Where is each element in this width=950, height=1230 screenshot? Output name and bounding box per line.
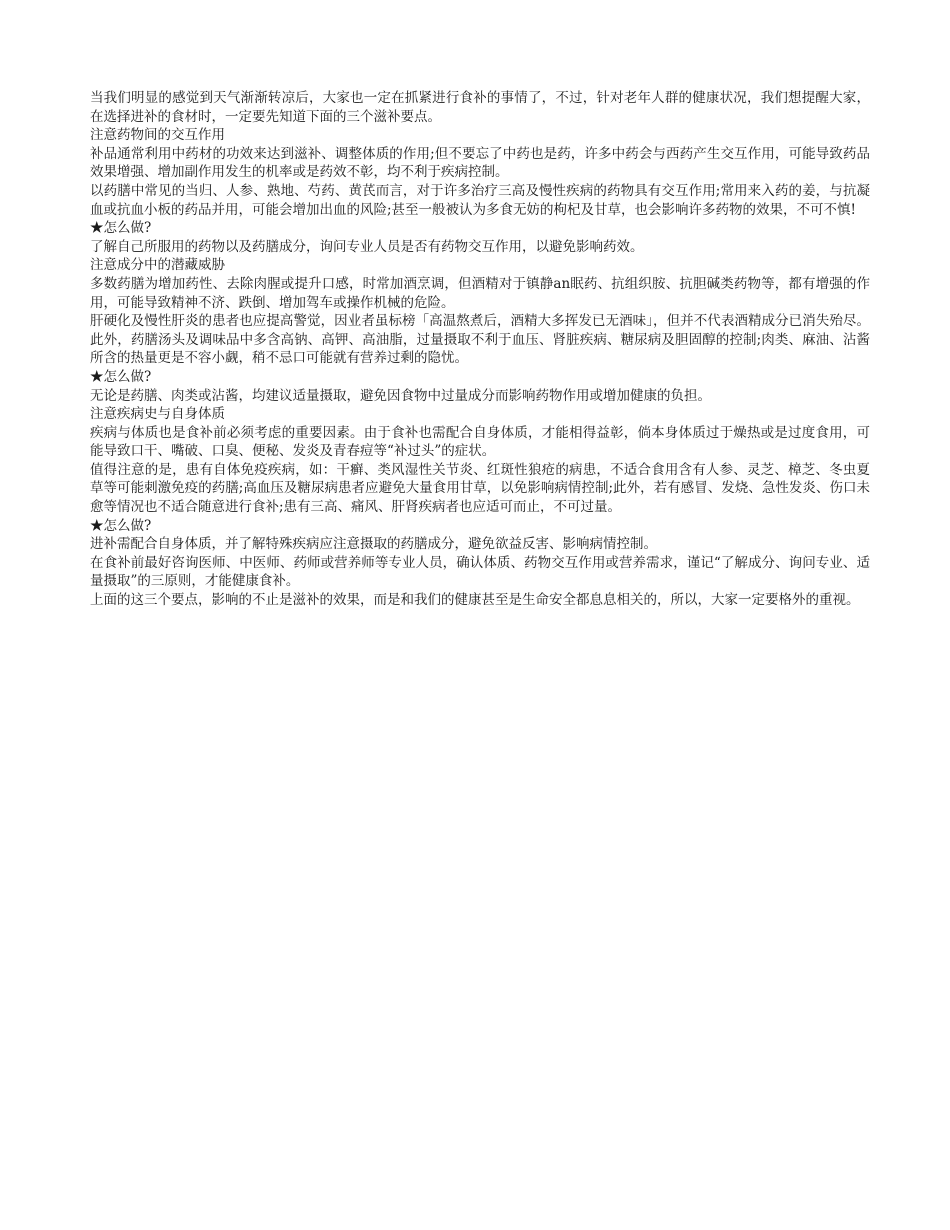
intro-paragraph: 当我们明显的感觉到天气渐渐转凉后，大家也一定在抓紧进行食补的事情了，不过，针对老年人群的健康状况，我们想提醒大家，在选择进补的食材时，一定要先知道下面的三个滋补要点。	[90, 90, 870, 125]
how-to-heading: ★怎么做?	[90, 220, 152, 237]
paragraph: 进补需配合自身体质，并了解特殊疾病应注意摄取的药膳成分，避免欲益反害、影响病情控制。	[90, 536, 657, 553]
paragraph: 以药膳中常见的当归、人参、熟地、芍药、黄芪而言，对于许多治疗三高及慢性疾病的药物具有交互作用;常用来入药的姜，与抗凝血或抗血小板的药品并用，可能会增加出血的风险;甚至一般被认为多食无妨的枸杞及甘草，也会影响许多药物的效果，不可不慎!	[90, 182, 870, 218]
article-body	[90, 89, 870, 610]
how-to-heading: ★怎么做?	[90, 517, 152, 534]
paragraph: 疾病与体质也是食补前必须考虑的重要因素。由于食补也需配合自身体质，才能相得益彰，倘本身体质过于燥热或是过度食用，可能导致口干、嘴破、口臭、便秘、发炎及青春痘等“补过头”的症状。	[90, 424, 870, 460]
section-heading-hidden-threats: 注意成分中的潜藏威胁	[90, 257, 225, 274]
paragraph: 无论是药膳、肉类或沾酱，均建议适量摄取，避免因食物中过量成分而影响药物作用或增加健康的负担。	[90, 387, 711, 404]
paragraph: 多数药膳为增加药性、去除肉腥或提升口感，时常加酒烹调，但酒精对于镇静an眠药、抗组织胺、抗胆碱类药物等，都有增强的作用，可能导致精神不济、跌倒、增加驾车或操作机械的危险。	[90, 275, 870, 311]
paragraph: 肝硬化及慢性肝炎的患者也应提高警觉，因业者虽标榜「高温熬煮后，酒精大多挥发已无酒味」，但并不代表酒精成分已消失殆尽。此外，药膳汤头及调味品中多含高钠、高钾、高油脂，过量摄取不利于血压、肾脏疾病、糖尿病及胆固醇的控制;肉类、麻油、沾酱所含的热量更是不容小觑，稍不忌口可能就有营养过剩的隐忧。	[90, 313, 870, 367]
section-heading-drug-interaction: 注意药物间的交互作用	[90, 127, 225, 144]
section-heading-medical-history: 注意疾病史与自身体质	[90, 406, 225, 423]
how-to-heading: ★怎么做?	[90, 368, 152, 385]
paragraph: 了解自己所服用的药物以及药膳成分，询问专业人员是否有药物交互作用，以避免影响药效。	[90, 238, 644, 255]
paragraph: 补品通常利用中药材的功效来达到滋补、调整体质的作用;但不要忘了中药也是药，许多中药会与西药产生交互作用，可能导致药品效果增强、增加副作用发生的机率或是药效不彰，均不利于疾病控制。	[90, 145, 870, 181]
paragraph: 值得注意的是，患有自体免疫疾病，如：干癣、类风湿性关节炎、红斑性狼疮的病患，不适合食用含有人参、灵芝、樟芝、冬虫夏草等可能刺激免疫的药膳;高血压及糖尿病患者应避免大量食用甘草，以免影响病情控制;此外，若有感冒、发烧、急性发炎、伤口未愈等情况也不适合随意进行食补;患有三高、痛风、肝肾疾病者也应适可而止，不可过量。	[90, 461, 870, 516]
closing-paragraph: 上面的这三个要点，影响的不止是滋补的效果，而是和我们的健康甚至是生命安全都息息相关的，所以，大家一定要格外的重视。	[90, 592, 860, 609]
paragraph: 在食补前最好咨询医师、中医师、药师或营养师等专业人员，确认体质、药物交互作用或营养需求，谨记“了解成分、询问专业、适量摄取”的三原则，才能健康食补。	[90, 554, 870, 590]
